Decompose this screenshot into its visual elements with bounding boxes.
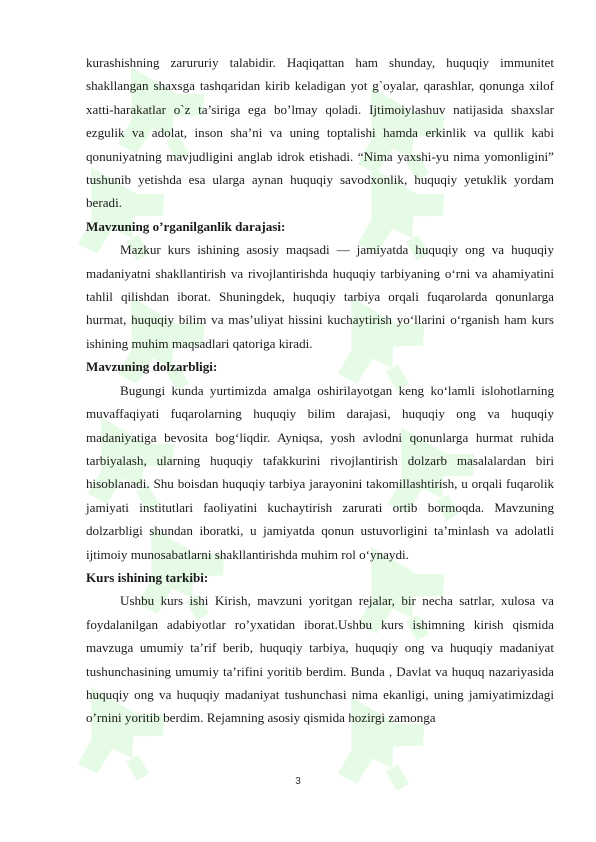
body-paragraph: Ushbu kurs ishi Kirish, mavzuni yoritgan rejalar, bir necha satrlar, xulosa va foydalanilgan adabiyotlar ro’yxatidan iborat.Ushbu kurs ishimning kirish qismida mavzuga umumiy ta’rif berib, huquqiy tarbiya, huquqiy ong va huquqiy madaniyat tushunchasining umumiy ta’rifini yoritib berdim. Bunda , Davlat va huquq nazariyasida huquqiy ong va huquqiy madaniyat tushunchasi nima ekanligi, uning jamiyatimizdagi o’rnini yoritib berdim. Rejamning asosiy qismida hozirgi zamonga <box>86 593 554 726</box>
section-heading: Kurs ishining tarkibi: <box>86 569 209 585</box>
body-paragraph: Mazkur kurs ishining asosiy maqsadi — jamiyatda huquqiy ong va huquqiy madaniyatni shakllantirish va rivojlantirishda huquqiy tarbiyaning o‘rni va ahamiyatini tahlil qilishdan iborat. Shuningdek, huquqiy tarbiya orqali fuqarolarda qonunlarga hurmat, huquqiy bilim va mas’uliyat hissini kuchaytirish yo‘llarini o‘rganish ham kurs ishining muhim maqsadlari qatoriga kiradi. <box>86 242 554 351</box>
body-paragraph: Bugungi kunda yurtimizda amalga oshirilayotgan keng ko‘lamli islohotlarning muvaffaqiyati fuqarolarning huquqiy bilim darajasi, huquqiy ong va huquqiy madaniyatiga bevosita bog‘liqdir. Ayniqsa, yosh avlodni qonunlarga hurmat ruhida tarbiyalash, ularning huquqiy tafakkurini rivojlantirish dolzarb masalalardan biri hisoblanadi. Shu boisdan huquqiy tarbiya jarayonini takomillashtirish, u orqali fuqarolik jamiyati institutlari faoliyatini kuchaytirish zarurati ortib bormoqda. Mavzuning dolzarbligi shundan iboratki, u jamiyatda qonun ustuvorligini ta’minlash va adolatli ijtimoiy munosabatlarni shakllantirishda muhim rol o‘ynaydi. <box>86 382 554 562</box>
section-heading: Mavzuning dolzarbligi: <box>86 359 218 375</box>
document-body <box>86 51 554 730</box>
body-paragraph: kurashishning zarururiy talabidir. Haqiqattan ham shunday, huquqiy immunitet shakllangan shaxsga tashqaridan kirib keladigan yot g`oyalar, qarashlar, qonunga xilof xatti-harakatlar o`z ta’siriga ega bo’lmay qoladi. Ijtimoiylashuv natijasida shaxslar ezgulik va adolat, inson sha’ni va uning toptalishi hamda erkinlik va qullik kabi qonuniyatning mavjudligini anglab idrok etishadi. “Nima yaxshi-yu nima yomonligini” tushunib yetishda esa ularga aynan huquqiy savodxonlik, huquqiy yetuklik yordam beradi. <box>86 55 554 211</box>
section-heading: Mavzuning o’rganilganlik darajasi: <box>86 218 286 234</box>
page-number: 3 <box>295 776 301 787</box>
